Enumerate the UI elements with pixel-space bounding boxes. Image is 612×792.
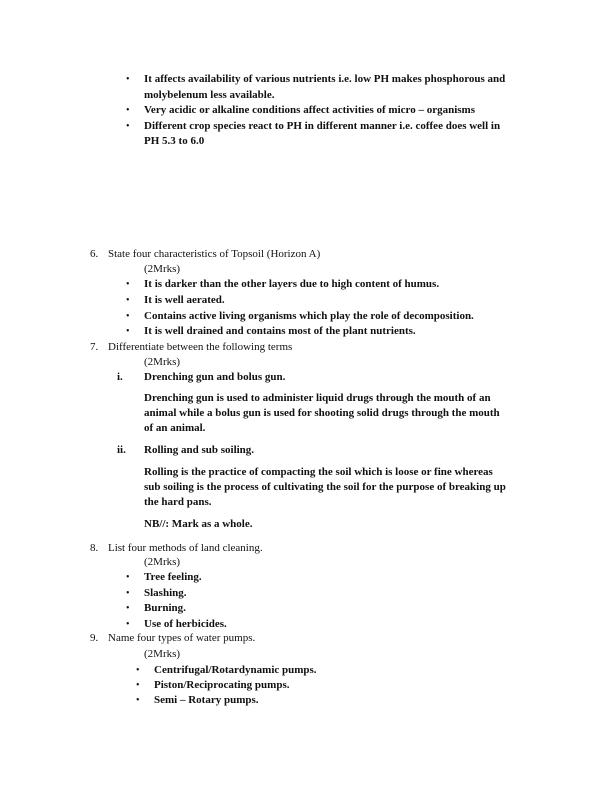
part-numeral: ii. — [117, 444, 126, 456]
answer-line: Use of herbicides. — [144, 618, 227, 630]
answer-line: Centrifugal/Rotardynamic pumps. — [154, 664, 317, 676]
answer-line: animal while a bolus gun is used for shooting solid drugs through the mouth — [144, 407, 500, 419]
bullet-icon: • — [126, 572, 130, 583]
bullet-icon: • — [126, 326, 130, 337]
marks-label: (2Mrks) — [144, 263, 181, 275]
question-number: 8. — [90, 542, 99, 554]
answer-line: sub soiling is the process of cultivating the soil for the purpose of breaking up — [144, 481, 506, 493]
question-text: Name four types of water pumps. — [108, 632, 256, 644]
part-title: Rolling and sub soiling. — [144, 444, 255, 456]
answer-line: Contains active living organisms which play the role of decomposition. — [144, 310, 474, 322]
answer-line: Very acidic or alkaline conditions affect activities of micro – organisms — [144, 104, 475, 116]
answer-line: the hard pans. — [144, 496, 212, 508]
question-number: 9. — [90, 632, 99, 644]
answer-line: Slashing. — [144, 587, 187, 599]
answer-line: molybelenum less available. — [144, 89, 275, 101]
bullet-icon: • — [126, 295, 130, 306]
question-number: 7. — [90, 341, 99, 353]
answer-line: Different crop species react to PH in different manner i.e. coffee does well in — [144, 120, 501, 132]
answer-line: It is darker than the other layers due to high content of humus. — [144, 278, 440, 290]
bullet-icon: • — [126, 121, 130, 132]
answer-line: Burning. — [144, 602, 186, 614]
bullet-icon: • — [126, 74, 130, 85]
bullet-icon: • — [126, 588, 130, 599]
part-numeral: i. — [117, 371, 123, 383]
answer-line: Semi – Rotary pumps. — [154, 694, 259, 706]
answer-line: PH 5.3 to 6.0 — [144, 135, 205, 147]
bullet-icon: • — [126, 311, 130, 322]
bullet-icon: • — [126, 279, 130, 290]
bullet-icon: • — [126, 603, 130, 614]
answer-line: It is well drained and contains most of the plant nutrients. — [144, 325, 416, 337]
answer-line: Piston/Reciprocating pumps. — [154, 679, 290, 691]
marks-label: (2Mrks) — [144, 356, 181, 368]
bullet-icon: • — [136, 695, 140, 706]
answer-line: It is well aerated. — [144, 294, 225, 306]
part-title: Drenching gun and bolus gun. — [144, 371, 286, 383]
answer-line: of an animal. — [144, 422, 206, 434]
answer-line: It affects availability of various nutrients i.e. low PH makes phosphorous and — [144, 73, 506, 85]
answer-line: Tree feeling. — [144, 571, 202, 583]
answer-line: Drenching gun is used to administer liquid drugs through the mouth of an — [144, 392, 491, 404]
bullet-icon: • — [136, 680, 140, 691]
marks-label: (2Mrks) — [144, 556, 181, 568]
answer-line: Rolling is the practice of compacting the soil which is loose or fine whereas — [144, 466, 493, 478]
marking-note: NB//: Mark as a whole. — [144, 518, 253, 530]
bullet-icon: • — [126, 619, 130, 630]
bullet-icon: • — [136, 665, 140, 676]
question-text: Differentiate between the following terms — [108, 341, 293, 353]
question-text: State four characteristics of Topsoil (Horizon A) — [108, 248, 321, 260]
question-number: 6. — [90, 248, 99, 260]
question-text: List four methods of land cleaning. — [108, 542, 263, 554]
bullet-icon: • — [126, 105, 130, 116]
marks-label: (2Mrks) — [144, 648, 181, 660]
